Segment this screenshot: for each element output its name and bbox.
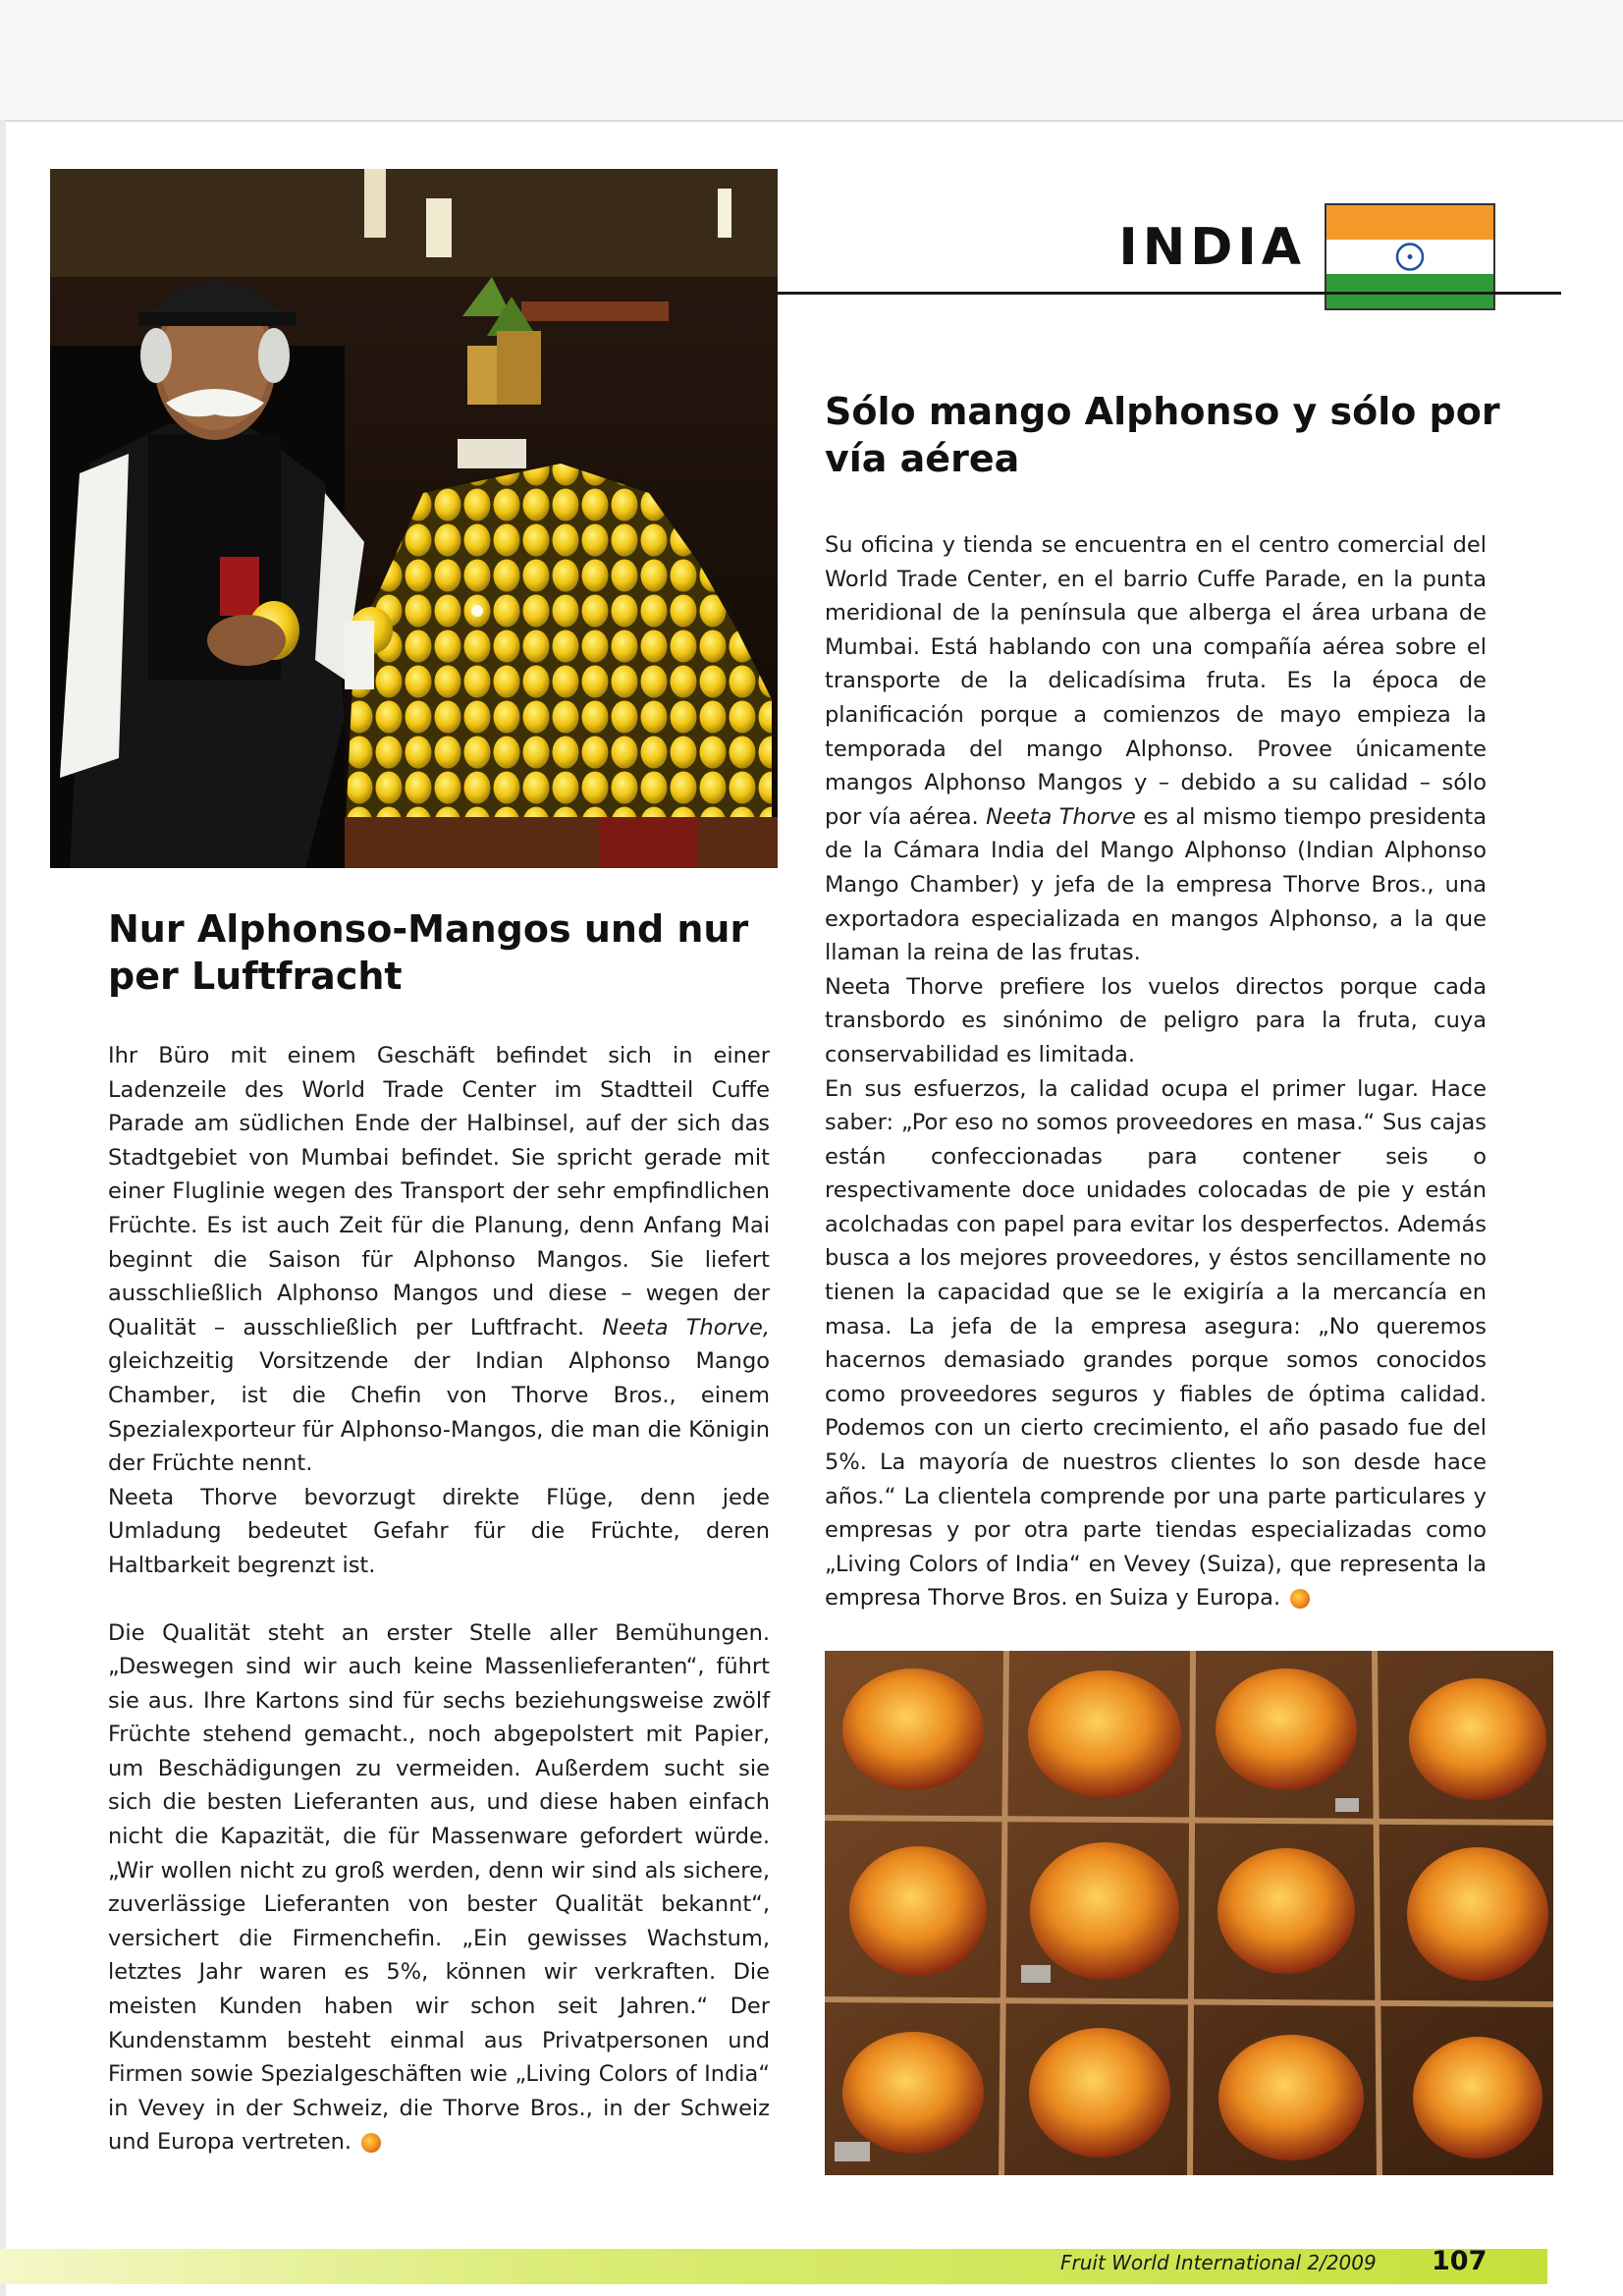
section-country-label: INDIA — [1118, 218, 1306, 277]
article-es-paragraph-1 — [825, 528, 1487, 970]
article-es-p1-part-a: Su oficina y tienda se encuentra en el centro comercial del World Trade Center, en el barrio Cuffe Parade, en la punta meridional de la península que alberga el área urbana de Mumbai. Está hablando con una compañía aérea sobre el transporte de la delicadísima fruta. Es la época de planificación porque a comienzos de mayo empieza la temporada del mango Alphonso. Provee únicamente mangos Alphonso Mangos y – debido a su calidad – sólo por vía aérea. — [825, 532, 1487, 830]
article-de-body — [108, 1039, 770, 2159]
photo-mango-vendor — [50, 169, 778, 868]
article-es-body — [825, 528, 1487, 1615]
footer-publication: Fruit World International 2/2009 — [1060, 2251, 1377, 2274]
scan-margin-left — [0, 120, 6, 2296]
article-de-p3-text: Die Qualität steht an erster Stelle aller Bemühungen. „Deswegen sind wir auch keine Massenlieferanten“, führt sie aus. Ihre Kartons sind für sechs beziehungsweise zwölf Früchte stehend gemacht., noch abgepolstert mit Papier, um Beschädigungen zu vermeiden. Außerdem sucht sie sich die besten Lieferanten aus, und diese haben einfach nicht die Kapazität, die für Massenware gefordert würde. „Wir wollen nicht zu groß werden, denn wir sind als sichere, zuverlässige Lieferanten von bester Qualität bekannt“, versichert die Firmenchefin. „Ein gewisses Wachstum, letztes Jahr waren es 5%, können wir verkraften. Die meisten Kunden haben wir schon seit Jahren.“ Der Kundenstamm besteht einmal aus Privatpersonen und Firmen sowie Spezialgeschäften wie „Living Colors of India“ in Vevey in der Schweiz, die Thorve Bros., in der Schweiz und Europa vertreten. — [108, 1619, 770, 2156]
article-es-p1-part-b: es al mismo tiempo presidenta de la Cámara India del Mango Alphonso (Indian Alphonso Mango Chamber) y jefa de la empresa Thorve Bros., una exportadora especializada en mangos Alphonso, a la que llaman la reina de las frutas. — [825, 803, 1487, 966]
page-number: 107 — [1432, 2246, 1488, 2276]
article-de-title: Nur Alphonso-Mangos und nur per Luftfracht — [108, 907, 749, 998]
fruit-end-mark-icon — [1290, 1589, 1310, 1609]
article-de-paragraph-1 — [108, 1039, 770, 1481]
article-es-p3-text: En sus esfuerzos, la calidad ocupa el primer lugar. Hace saber: „Por eso no somos proveedores en masa.“ Sus cajas están confeccionadas para contener seis o respectivamente doce unidades colocadas de pie y están acolchadas con papel para evitar los desperfectos. Además busca a los mejores proveedores, y éstos sencillamente no tienen la capacidad que se le exigiría a la mercancía en masa. La jefa de la empresa asegura: „No queremos hacernos demasiado grandes porque somos conocidos como proveedores seguros y fiables de óptima calidad. Podemos con un cierto crecimiento, el año pasado fue del 5%. La mayoría de nuestros clientes lo son desde hace años.“ La clientela comprende por una parte particulares y empresas y por otra parte tiendas especializadas como „Living Colors of India“ en Vevey (Suiza), que representa la empresa Thorve Bros. en Suiza y Europa. — [825, 1075, 1487, 1612]
article-de-p1-part-b: gleichzeitig Vorsitzende der Indian Alphonso Mango Chamber, ist die Chefin von Thorve Bros., einem Spezialexporteur für Alphonso-Mangos, die man die Königin der Früchte nennt. — [108, 1348, 770, 1477]
article-es-title: Sólo mango Alphonso y sólo por vía aérea — [825, 390, 1500, 480]
fruit-end-mark-icon — [361, 2133, 381, 2153]
article-es-paragraph-2: Neeta Thorve prefiere los vuelos directos porque cada transbordo es sinónimo de peligro para la fruta, cuya conservabilidad es limitada. — [825, 973, 1487, 1067]
section-header-rule — [778, 292, 1561, 295]
article-de-paragraph-3 — [108, 1616, 770, 2160]
article-es-p1-name: Neeta Thorve — [986, 803, 1136, 830]
article-de-p1-name: Neeta Thorve, — [602, 1314, 771, 1340]
photo-boxed-mangoes — [825, 1651, 1553, 2175]
scan-margin-top — [0, 0, 1623, 122]
photo-boxed-mangoes-graphic — [825, 1651, 1553, 2175]
paragraph-gap — [108, 1583, 770, 1616]
article-es-paragraph-3 — [825, 1072, 1487, 1616]
article-de-p1-part-a: Ihr Büro mit einem Geschäft befindet sich in einer Ladenzeile des World Trade Center im Stadtteil Cuffe Parade am südlichen Ende der Halbinsel, auf der sich das Stadtgebiet von Mumbai befindet. Sie spricht gerade mit einer Fluglinie wegen des Transport der sehr empfindlichen Früchte. Es ist auch Zeit für die Planung, denn Anfang Mai beginnt die Saison für Alphonso Mangos. Sie liefert ausschließlich Alphonso Mangos und diese – wegen der Qualität – ausschließlich per Luftfracht. — [108, 1043, 770, 1340]
article-de-paragraph-2: Neeta Thorve bevorzugt direkte Flüge, denn jede Umladung bedeutet Gefahr für die Früchte, deren Haltbarkeit begrenzt ist. — [108, 1484, 770, 1578]
photo-mango-vendor-graphic — [50, 169, 778, 868]
